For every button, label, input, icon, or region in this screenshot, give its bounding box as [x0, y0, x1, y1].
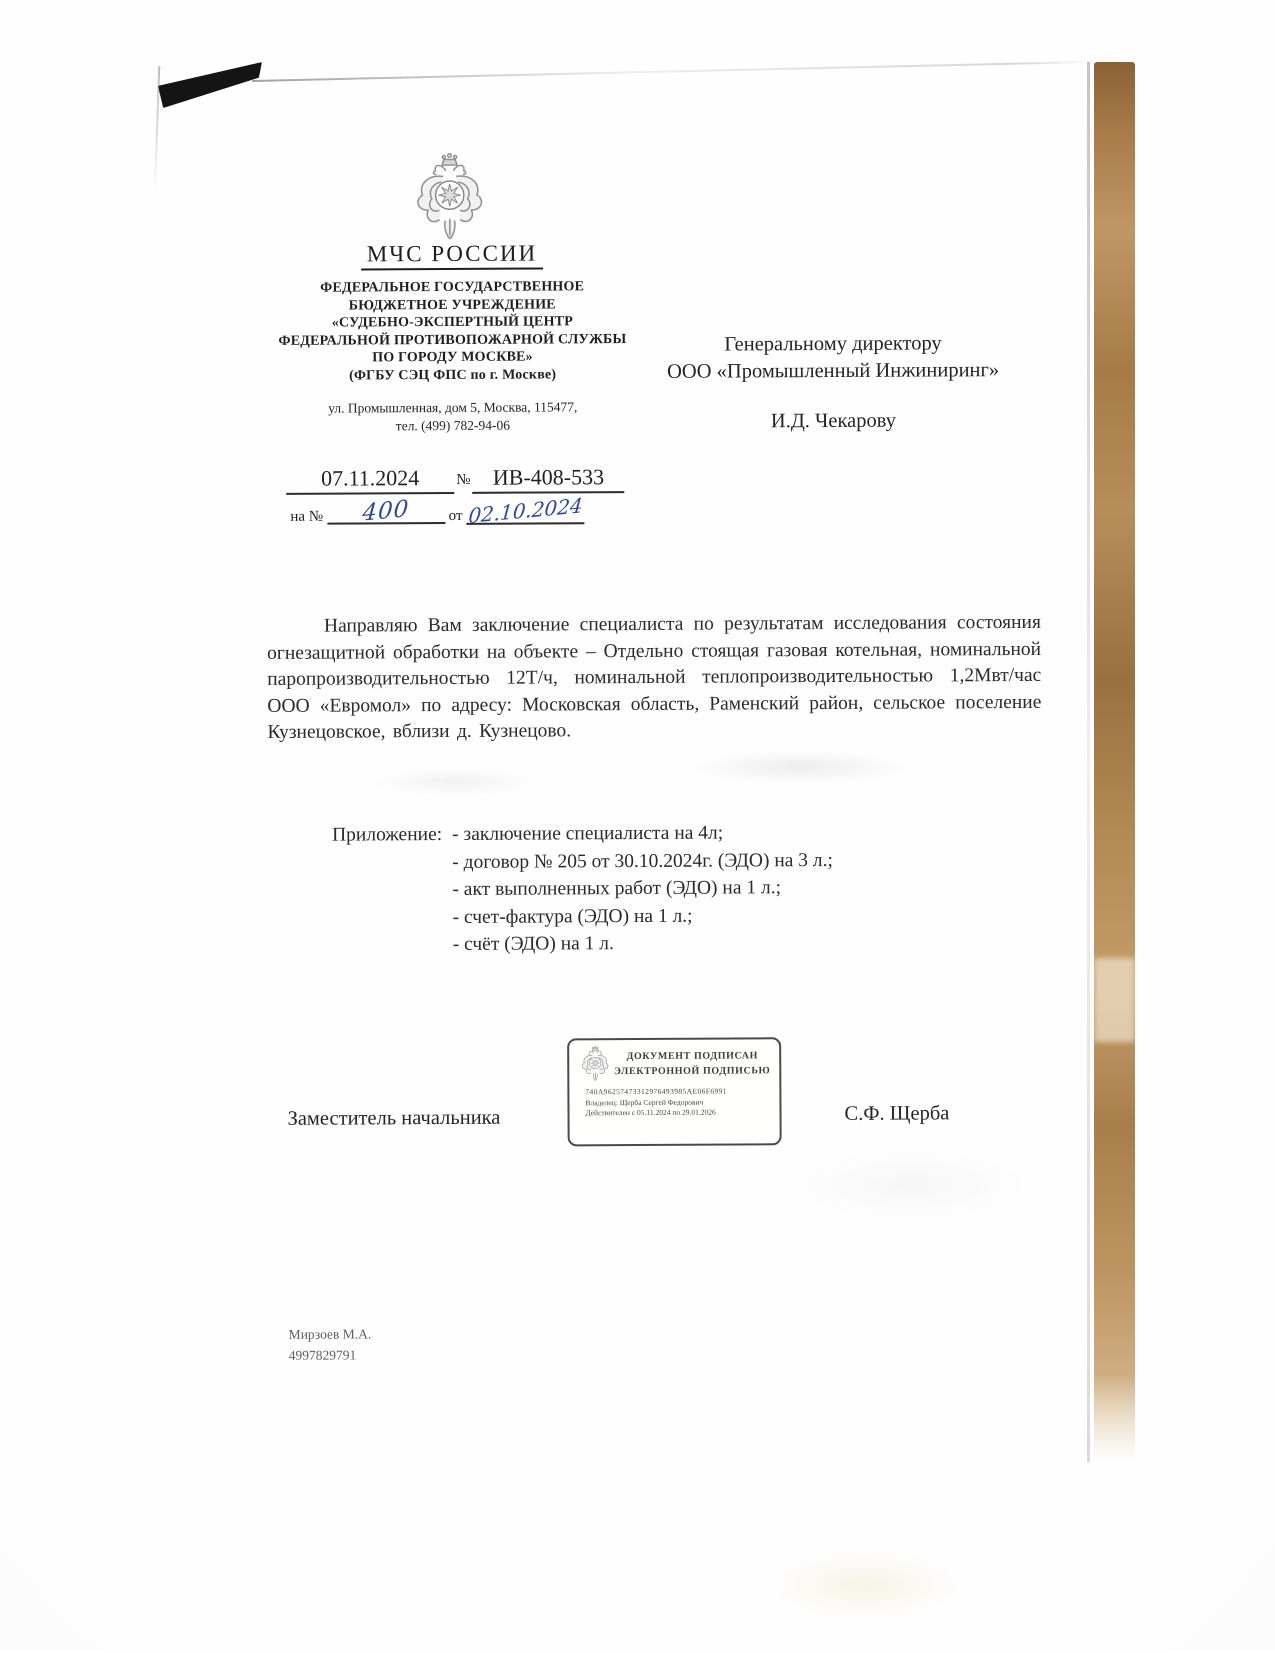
- org-line: «СУДЕБНО-ЭКСПЕРТНЫЙ ЦЕНТР: [331, 314, 573, 331]
- recipient-company: ООО «Промышленный Инжиниринг»: [667, 359, 1000, 383]
- attachments-list: [452, 819, 833, 958]
- org-line: БЮДЖЕТНОЕ УЧРЕЖДЕНИЕ: [348, 296, 556, 314]
- certificate-number: 740A96257473312976493985AE06F6991: [585, 1086, 727, 1097]
- executor-name: Мирзоев М.А.: [288, 1326, 372, 1342]
- org-line: (ФГБУ СЭЦ ФПС по г. Москве): [349, 366, 557, 384]
- executor-phone: 4997829791: [288, 1347, 357, 1363]
- attachment-item: - счёт (ЭДО) на 1 л.: [452, 933, 614, 955]
- incoming-number-field: [327, 495, 445, 527]
- address-line: ул. Промышленная, дом 5, Москва, 115477,: [328, 399, 578, 416]
- letter-body-paragraph: Направляю Вам заключение специалиста по результатам исследования состояния огнезащитной обработки на объекте – Отдельно стоящая газовая котельная, номинальной паропроизводительностью 12Т/ч, номинальной теплопроизводительностью 1,2Мвт/час ООО «Евромол» по адресу: Московская область, Раменский район, сельское поселение Кузнецовское, вблизи д. Кузнецово.: [267, 611, 1042, 743]
- attachments-label: Приложение:: [331, 824, 443, 846]
- recipient-name: И.Д. Чекарову: [770, 409, 896, 433]
- org-line: ПО ГОРОДУ МОСКВЕ»: [372, 349, 533, 366]
- stamp-header: [569, 1039, 779, 1083]
- outgoing-number: ИВ-408-533: [472, 464, 624, 494]
- stamp-title-line: ЭЛЕКТРОННОЙ ПОДПИСЬЮ: [614, 1065, 771, 1078]
- stamp-title: [612, 1048, 772, 1079]
- number-sign-label: №: [456, 471, 471, 488]
- electronic-signature-stamp: [567, 1037, 782, 1146]
- handwritten-incoming-number: 400: [361, 495, 411, 527]
- attachment-item: - акт выполненных работ (ЭДО) на 1 л.;: [452, 877, 782, 900]
- from-label: от: [448, 507, 463, 524]
- mchs-eagle-emblem-icon: [578, 1045, 612, 1083]
- attachment-item: - договор № 205 от 30.10.2024г. (ЭДО) на 3 л.;: [452, 849, 833, 873]
- on-number-label: на №: [290, 508, 324, 525]
- org-line: ФЕДЕРАЛЬНОЙ ПРОТИВОПОЖАРНОЙ СЛУЖБЫ: [278, 331, 627, 349]
- certificate-owner: Владелец: Щерба Сергей Федорович: [585, 1097, 704, 1107]
- incoming-reference-line: [290, 493, 584, 529]
- stamp-certificate-details: [569, 1082, 779, 1119]
- attachment-item: - счет-фактура (ЭДО) на 1 л.;: [452, 905, 693, 928]
- signer-position: Заместитель начальника: [287, 1106, 501, 1130]
- stamp-title-line: ДОКУМЕНТ ПОДПИСАН: [626, 1050, 759, 1063]
- certificate-validity: Действителен с 05.11.2024 по 29.01.2026: [585, 1107, 716, 1118]
- outgoing-date: 07.11.2024: [286, 465, 454, 495]
- incoming-date-field: [466, 493, 584, 529]
- attachment-item: - заключение специалиста на 4л;: [452, 822, 724, 845]
- ministry-title: МЧС РОССИИ: [361, 240, 544, 270]
- letterhead: [252, 240, 653, 435]
- executor-block: [289, 1323, 372, 1365]
- signer-name: С.Ф. Щерба: [844, 1102, 950, 1125]
- recipient-position: Генеральному директору: [724, 332, 942, 356]
- attachments-block: [332, 819, 833, 959]
- mchs-eagle-emblem-icon: [405, 151, 493, 245]
- organization-name: [252, 278, 653, 385]
- phone-line: тел. (499) 782-94-06: [395, 417, 511, 433]
- organization-address: [253, 398, 653, 435]
- recipient-block: [645, 330, 1021, 436]
- handwritten-incoming-date: 02.10.2024: [467, 493, 584, 529]
- org-line: ФЕДЕРАЛЬНОЕ ГОСУДАРСТВЕННОЕ: [320, 279, 585, 296]
- outgoing-reference-line: [286, 464, 624, 495]
